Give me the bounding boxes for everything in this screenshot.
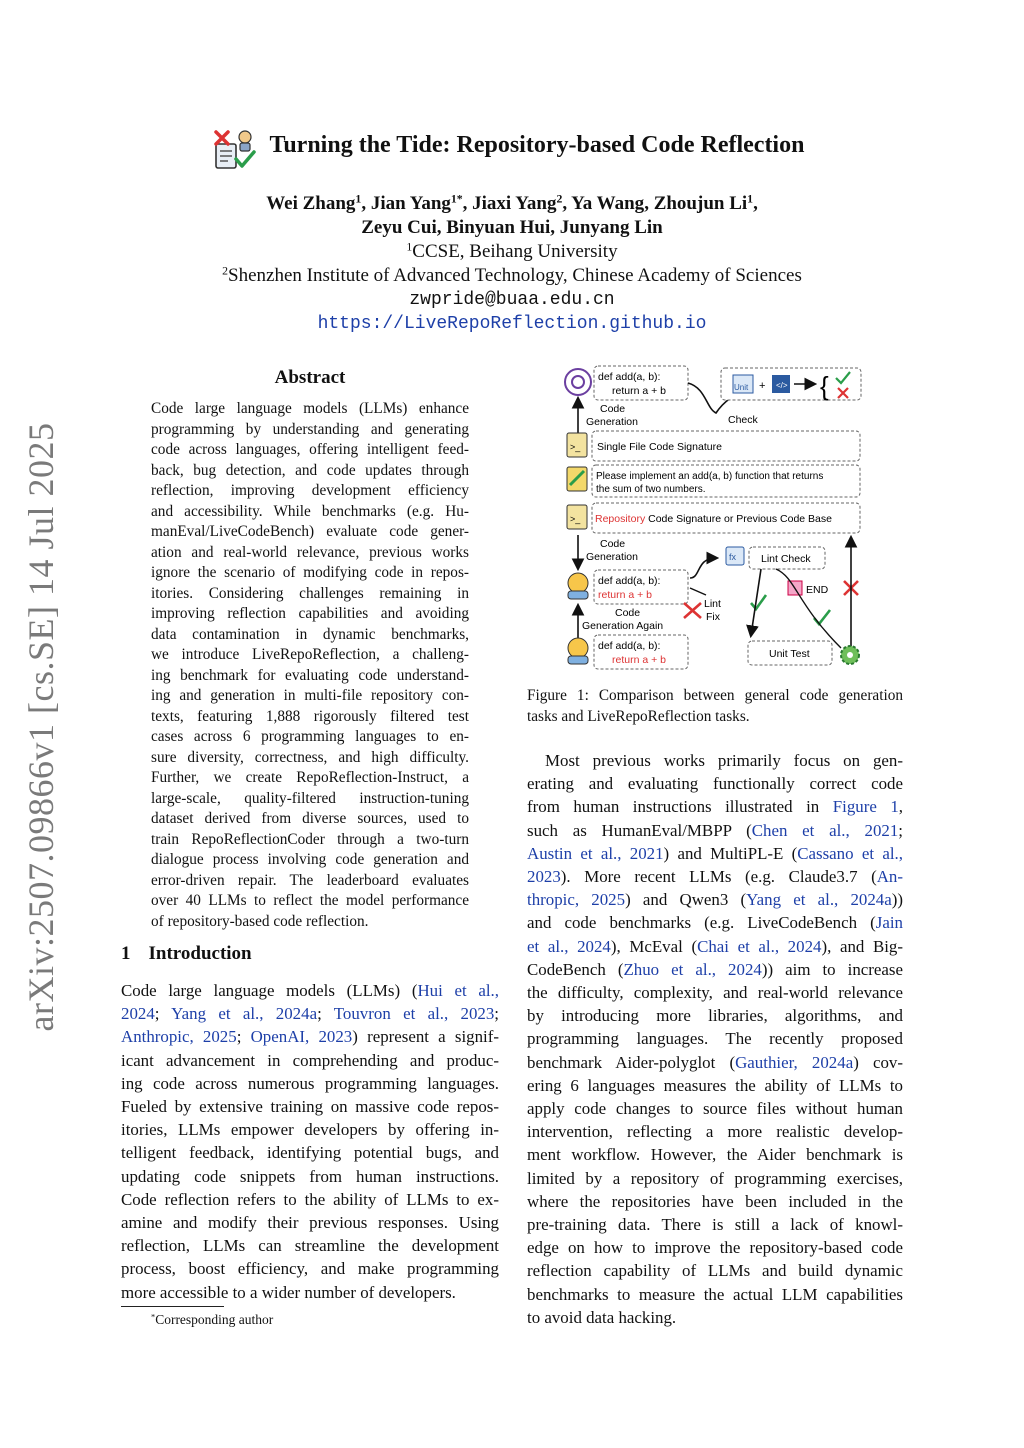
citation-link[interactable]: Gauthier, 2024a	[735, 1052, 854, 1072]
citation-link[interactable]: OpenAI, 2023	[250, 1027, 353, 1047]
body-line	[527, 1283, 903, 1306]
figure-label: Unit Test	[769, 648, 810, 660]
figure-label: Code	[600, 403, 626, 415]
text-run: )) aim to increase	[761, 959, 903, 979]
model-avatar-icon	[568, 573, 588, 599]
abstract-line: texts, featuring 1,888 rigorously filtered test	[151, 707, 469, 725]
body-line	[527, 958, 903, 981]
affiliation-text: CCSE, Beihang University	[412, 241, 618, 262]
author-sup: 1	[747, 192, 754, 206]
abstract-line: data contamination in dynamic benchmarks,	[151, 625, 469, 643]
citation-link[interactable]: Jain	[875, 913, 903, 933]
llm-logo-icon	[565, 369, 591, 395]
citation-link[interactable]: Anthropic, 2025	[121, 1027, 237, 1047]
text-run: updating code snippets from human instructions.	[121, 1166, 499, 1186]
figure-label: Generation	[586, 416, 638, 428]
code-line: return a + b	[612, 385, 666, 397]
text-run: ;	[898, 820, 903, 840]
abstract-line: large-scale, quality-filtered instruction-tuning	[151, 789, 469, 807]
intro-line	[121, 1211, 499, 1234]
figure-1-diagram	[556, 363, 866, 671]
body-line	[527, 1097, 903, 1120]
affiliation-1	[0, 241, 1024, 263]
body-line	[527, 865, 903, 888]
text-run: ))	[891, 890, 903, 910]
text-run: ;	[236, 1027, 251, 1047]
abstract-line: Code large language models (LLMs) enhance	[151, 400, 469, 417]
code-line: def add(a, b):	[598, 371, 661, 383]
citation-link[interactable]: Figure 1	[832, 797, 899, 817]
intro-line	[121, 1165, 499, 1188]
text-run: itories, LLMs empower developers by offering in-	[121, 1120, 499, 1140]
abstract-line: ation and real-world relevance, previous works	[151, 543, 469, 561]
figure-label: Fix	[706, 611, 720, 623]
body-line	[527, 888, 903, 911]
text-run: intervention, reflecting a more realistic develop-	[527, 1122, 903, 1142]
right-column-body	[527, 749, 903, 1329]
intro-line	[121, 1025, 499, 1048]
body-line	[527, 772, 903, 795]
affiliation-sup: 2	[222, 264, 229, 278]
gear-icon	[841, 646, 859, 664]
code-line: def add(a, b):	[598, 640, 661, 652]
text-run: to avoid data hacking.	[527, 1307, 677, 1327]
code-line: return a + b	[612, 654, 666, 666]
text-run: telligent feedback, identifying potential bugs, and	[121, 1143, 499, 1163]
footnote-divider	[121, 1306, 224, 1307]
affiliation-text: Shenzhen Institute of Advanced Technology, Chinese Academy of Sciences	[228, 265, 802, 286]
text-run: from human instructions illustrated in	[527, 797, 833, 817]
repo-signature-label	[595, 513, 832, 525]
brace-icon: {	[820, 371, 829, 401]
author-line-1: Wei Zhang$^1$, Jian Yang$^{1*}$, Jiaxi Yang$^2$, Ya Wang, Zhoujun Li$^1$,	[266, 192, 758, 214]
text-run: ing code across numerous programming languages.	[121, 1073, 499, 1093]
abstract-line: manEval/LiveCodeBench) evaluate code gener-	[151, 523, 469, 540]
plus-sign: +	[759, 380, 766, 392]
author-name: Wei Zhang	[266, 193, 356, 214]
text-run: ) cov-	[853, 1052, 903, 1072]
repo-word: Repository	[595, 513, 646, 525]
author-name: Ya Wang	[571, 193, 645, 214]
text-run: ering 6 languages measures the ability of LLMs to	[527, 1075, 903, 1095]
lint-icon	[726, 547, 744, 565]
body-line	[527, 1213, 903, 1236]
code-line: return a + b	[598, 589, 652, 601]
abstract-line: dataset derived from diverse sources, used to	[151, 810, 469, 827]
text-run: benchmarks to measure the actual LLM capabilities	[527, 1284, 903, 1304]
figure-label: Generation	[586, 551, 638, 563]
footnote-text: Corresponding author	[155, 1312, 274, 1327]
section-number: 1	[121, 943, 131, 964]
author-sup: 1	[355, 192, 362, 206]
model-avatar-icon	[568, 638, 588, 664]
svg-text:fx: fx	[729, 552, 737, 562]
text-run: more accessible to a wider number of developers.	[121, 1282, 456, 1302]
caption-line: Figure 1: Comparison between general code generation	[527, 687, 903, 704]
body-line	[527, 819, 903, 842]
figure-label: Generation Again	[582, 620, 664, 632]
author-sup: 2	[556, 192, 563, 206]
citation-link[interactable]: Yang et al., 2024a	[171, 1004, 318, 1024]
text-run: by introducing more libraries, algorithms, and	[527, 1006, 903, 1026]
citation-link[interactable]: thropic, 2025	[527, 890, 626, 910]
figure-label: END	[806, 584, 829, 596]
intro-line	[121, 1095, 499, 1118]
body-line	[527, 981, 903, 1004]
body-line	[527, 749, 903, 772]
abstract-line: we introduce LiveRepoReflection, a challeng-	[151, 646, 469, 663]
text-run: ) and MultiPL-E (	[663, 843, 798, 863]
abstract-body	[151, 399, 469, 932]
text-run: ,	[898, 797, 903, 817]
citation-link[interactable]: Hui et al.,	[417, 981, 500, 1000]
text-run: benchmark Aider-polyglot (	[527, 1052, 736, 1072]
citation-link[interactable]: Cassano et al.,	[797, 843, 903, 863]
text-run: limited by a repository of programming exercises,	[527, 1168, 903, 1188]
abstract-line: of repository-based code reflection.	[151, 912, 369, 930]
abstract-line: ignore the scenario of modifying code in repos-	[151, 564, 469, 581]
citation-link[interactable]: Yang et al., 2024a	[746, 890, 892, 910]
text-run: Code large language models (LLMs) (	[121, 981, 418, 1000]
abstract-line: cases across 6 programming languages to en-	[151, 728, 469, 745]
intro-line	[121, 1257, 499, 1280]
intro-line	[121, 979, 499, 1002]
instruction-text: Please implement an add(a, b) function that returns	[596, 471, 824, 482]
paper-title	[0, 132, 1024, 159]
author-name: Jian Yang	[370, 193, 451, 214]
body-line	[527, 1051, 903, 1074]
code-line: def add(a, b):	[598, 575, 661, 587]
body-line	[527, 1190, 903, 1213]
citation-link[interactable]: 2023	[527, 867, 561, 887]
abstract-line: sure diversity, correctness, and high difficulty.	[151, 748, 469, 766]
body-line	[527, 1027, 903, 1050]
affiliation-2	[0, 265, 1024, 287]
abstract-line: code across languages, offering intelligent feed-	[151, 441, 469, 458]
file-icon	[567, 505, 587, 529]
text-run: erating and evaluating functionally correct code	[527, 774, 903, 794]
abstract-line: over 40 LLMs to reflect the model performance	[151, 892, 469, 909]
arxiv-identifier: arXiv:2507.09866v1 [cs.SE] 14 Jul 2025	[21, 422, 61, 1032]
body-line	[527, 842, 903, 865]
intro-line	[121, 1234, 499, 1257]
code-file-icon: </>	[776, 381, 788, 390]
citation-link[interactable]: et al., 2024	[527, 936, 611, 956]
text-run: ). More recent LLMs (e.g. Claude3.7 (	[560, 867, 877, 887]
body-line	[527, 1004, 903, 1027]
svg-text:>_: >_	[570, 442, 581, 452]
paper-title-text: Turning the Tide: Repository-based Code Reflection	[269, 132, 805, 158]
author-sup: 1*	[450, 192, 463, 206]
body-line	[527, 1306, 903, 1329]
abstract-line: back, bug detection, and code updates through	[151, 461, 469, 479]
intro-line	[121, 1118, 499, 1141]
caption-line: tasks and LiveRepoReflection tasks.	[527, 707, 750, 725]
body-line	[527, 911, 903, 934]
abstract-line: Further, we create RepoReflection-Instruct, a	[151, 769, 469, 786]
abstract-line: train RepoReflectionCoder through a two-turn	[151, 830, 469, 848]
text-run: CodeBench (	[527, 959, 624, 979]
figure-label: Code	[600, 538, 626, 550]
introduction-body	[121, 979, 499, 1304]
body-line	[527, 1236, 903, 1259]
author-name: Jiaxi Yang	[472, 193, 557, 214]
instruction-icon	[567, 467, 587, 491]
text-run: amine and modify their previous responses. Using	[121, 1213, 499, 1233]
abstract-line: itories. Considering challenges remaining in	[151, 584, 469, 602]
text-run: ) represent a signif-	[352, 1027, 499, 1047]
contact-email[interactable]: zwpride@buaa.edu.cn	[409, 290, 615, 310]
intro-line	[121, 1281, 499, 1304]
text-run: icant advancement in comprehending and produc-	[121, 1050, 499, 1070]
repo-rest: Code Signature or Previous Code Base	[645, 513, 832, 525]
figure-label: Code	[615, 607, 641, 619]
unit-icon-label: Unit	[734, 383, 749, 392]
text-run: reflection, LLMs can streamline the development	[121, 1236, 499, 1256]
text-run: ;	[154, 1004, 172, 1024]
intro-line	[121, 1141, 499, 1164]
file-icon	[567, 433, 587, 457]
footnote: *Corresponding author	[151, 1312, 274, 1327]
abstract-line: programming by understanding and generating	[151, 420, 469, 438]
abstract-line: and accessibility. While benchmarks (e.g. Hu-	[151, 502, 469, 520]
text-run: such as HumanEval/MBPP (	[527, 820, 752, 840]
text-run: edge on how to improve the repository-based code	[527, 1238, 903, 1258]
svg-text:>_: >_	[570, 514, 581, 524]
text-run: ;	[494, 1004, 499, 1024]
project-url-link[interactable]: https://LiveRepoReflection.github.io	[317, 314, 707, 334]
abstract-line: improving reflection capabilities and avoiding	[151, 605, 469, 622]
body-line	[527, 1167, 903, 1190]
text-run: ;	[317, 1004, 334, 1024]
body-line	[527, 1259, 903, 1282]
citation-link[interactable]: Touvron et al., 2023	[333, 1004, 495, 1024]
text-run: ) and Qwen3 (	[625, 890, 747, 910]
citation-link[interactable]: Zhuo et al., 2024	[623, 959, 762, 979]
body-line	[527, 935, 903, 958]
text-run: process, boost efficiency, and make programming	[121, 1259, 499, 1279]
section-title: Introduction	[148, 943, 252, 964]
figure-label: Lint Check	[761, 553, 811, 565]
body-line	[527, 1120, 903, 1143]
text-run: ment workflow. However, the Aider benchmark is	[527, 1145, 903, 1165]
figure-1-caption	[527, 686, 903, 727]
body-line	[527, 1143, 903, 1166]
text-run: the difficulty, complexity, and real-world relevance	[527, 983, 903, 1003]
body-line	[527, 1074, 903, 1097]
section-heading-introduction	[121, 943, 252, 965]
text-run: and code benchmarks (e.g. LiveCodeBench (	[527, 913, 876, 933]
text-run: ), and Big-	[821, 936, 903, 956]
abstract-line: error-driven repair. The leaderboard evaluates	[151, 871, 469, 889]
affiliation-sup: 1	[406, 240, 413, 254]
citation-link[interactable]: Chai et al., 2024	[697, 936, 822, 956]
text-run: reflection capability of LLMs and build dynamic	[527, 1261, 903, 1281]
author-name: Zhoujun Li	[653, 193, 748, 214]
signature-label: Single File Code Signature	[597, 441, 722, 453]
abstract-line: reflection, improving development efficiency	[151, 482, 469, 499]
text-run: where the repositories have been included in the	[527, 1191, 903, 1211]
text-run: programming languages. The recently proposed	[527, 1029, 903, 1049]
text-run: apply code changes to source files without human	[527, 1099, 903, 1119]
intro-line	[121, 1049, 499, 1072]
abstract-heading: Abstract	[274, 367, 346, 388]
text-run: Code reflection refers to the ability of LLMs to ex-	[121, 1189, 499, 1209]
body-line	[527, 795, 903, 818]
text-run: pre-training data. There is still a lack of knowl-	[527, 1215, 903, 1235]
text-run: ), McEval (	[610, 936, 698, 956]
abstract-line: dialogue process involving code generation and	[151, 851, 469, 868]
citation-link[interactable]: 2024	[121, 1004, 155, 1024]
citation-link[interactable]: An-	[876, 867, 903, 887]
instruction-text: the sum of two numbers.	[596, 484, 706, 495]
text-run: Most previous works primarily focus on gen-	[545, 751, 903, 770]
abstract-line: ing benchmark for evaluating code understand-	[151, 666, 469, 684]
figure-label: Lint	[704, 598, 721, 610]
intro-line	[121, 1072, 499, 1095]
intro-line	[121, 1188, 499, 1211]
figure-label: Check	[728, 414, 758, 426]
citation-link[interactable]: Austin et al., 2021	[527, 843, 664, 863]
intro-line	[121, 1002, 499, 1025]
citation-link[interactable]: Chen et al., 2021	[751, 820, 899, 840]
text-run: Fueled by extensive training on massive code repos-	[121, 1097, 499, 1117]
author-line-2: Zeyu Cui, Binyuan Hui, Junyang Lin	[361, 217, 663, 238]
abstract-line: ing and generation in multi-file repository con-	[151, 687, 469, 704]
